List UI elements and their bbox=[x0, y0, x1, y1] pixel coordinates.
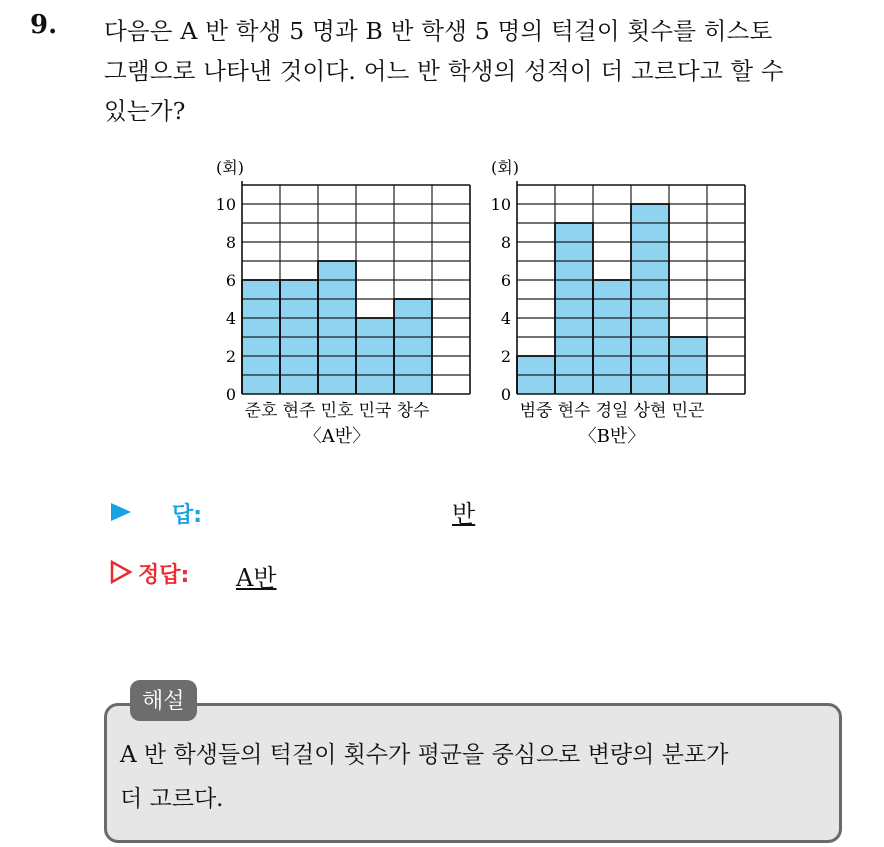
class-b-ytick-4: 4 bbox=[500, 309, 511, 328]
question-text-line-3: 있는가? bbox=[104, 97, 186, 125]
class-b-ytick-8: 8 bbox=[500, 233, 511, 252]
question-number: 9. bbox=[30, 10, 58, 40]
class-b-ytick-10: 10 bbox=[490, 195, 511, 214]
class-b-xtick-4: 상현 bbox=[633, 401, 667, 421]
class-a-xtick-4: 민국 bbox=[358, 401, 392, 421]
class-a-title: 〈A반〉 bbox=[303, 426, 371, 447]
class-a-bar-3 bbox=[318, 261, 356, 394]
answer-label: 답: bbox=[172, 503, 203, 528]
correct-answer-value: A반 bbox=[236, 564, 277, 592]
histogram-class-a bbox=[190, 150, 480, 450]
solution-box bbox=[104, 703, 842, 843]
question-text-line-2: 그램으로 나타낸 것이다. 어느 반 학생의 성적이 더 고르다고 할 수 bbox=[104, 57, 784, 85]
class-a-ytick-8: 8 bbox=[225, 233, 236, 252]
class-a-ylabel: (회) bbox=[216, 158, 244, 177]
class-b-bar-2 bbox=[555, 223, 593, 394]
solution-text-line-1: A 반 학생들의 턱걸이 횟수가 평균을 중심으로 변량의 분포가 bbox=[120, 742, 729, 768]
class-b-xtick-1: 범중 bbox=[519, 401, 553, 421]
class-b-xtick-2: 현수 bbox=[557, 401, 591, 421]
solution-tag: 해설 bbox=[130, 680, 197, 721]
correct-answer-label: 정답: bbox=[138, 563, 190, 588]
class-b-xtick-5: 민곤 bbox=[671, 401, 705, 421]
class-a-ytick-10: 10 bbox=[215, 195, 236, 214]
class-a-ytick-0: 0 bbox=[225, 385, 236, 404]
class-a-xtick-5: 창수 bbox=[396, 401, 430, 421]
class-b-xtick-3: 경일 bbox=[595, 401, 629, 421]
class-b-ytick-2: 2 bbox=[500, 347, 511, 366]
answer-unit: 반 bbox=[452, 500, 476, 528]
class-b-title: 〈B반〉 bbox=[578, 426, 646, 447]
class-b-ytick-0: 0 bbox=[500, 385, 511, 404]
class-a-ytick-4: 4 bbox=[225, 309, 236, 328]
class-a-bar-5 bbox=[394, 299, 432, 394]
histogram-class-b bbox=[465, 150, 755, 450]
class-a-xtick-2: 현주 bbox=[282, 401, 316, 421]
class-a-ytick-6: 6 bbox=[225, 271, 236, 290]
class-a-xtick-1: 준호 bbox=[244, 401, 278, 421]
question-text-line-1: 다음은 A 반 학생 5 명과 B 반 학생 5 명의 턱걸이 횟수를 히스토 bbox=[104, 17, 773, 45]
correct-answer-arrow-icon bbox=[110, 560, 132, 584]
class-b-ylabel: (회) bbox=[491, 158, 519, 177]
answer-arrow-icon bbox=[110, 502, 132, 522]
class-a-xtick-3: 민호 bbox=[320, 401, 354, 421]
solution-text-line-2: 더 고르다. bbox=[120, 786, 224, 812]
class-b-ytick-6: 6 bbox=[500, 271, 511, 290]
class-b-bar-5 bbox=[669, 337, 707, 394]
class-a-ytick-2: 2 bbox=[225, 347, 236, 366]
